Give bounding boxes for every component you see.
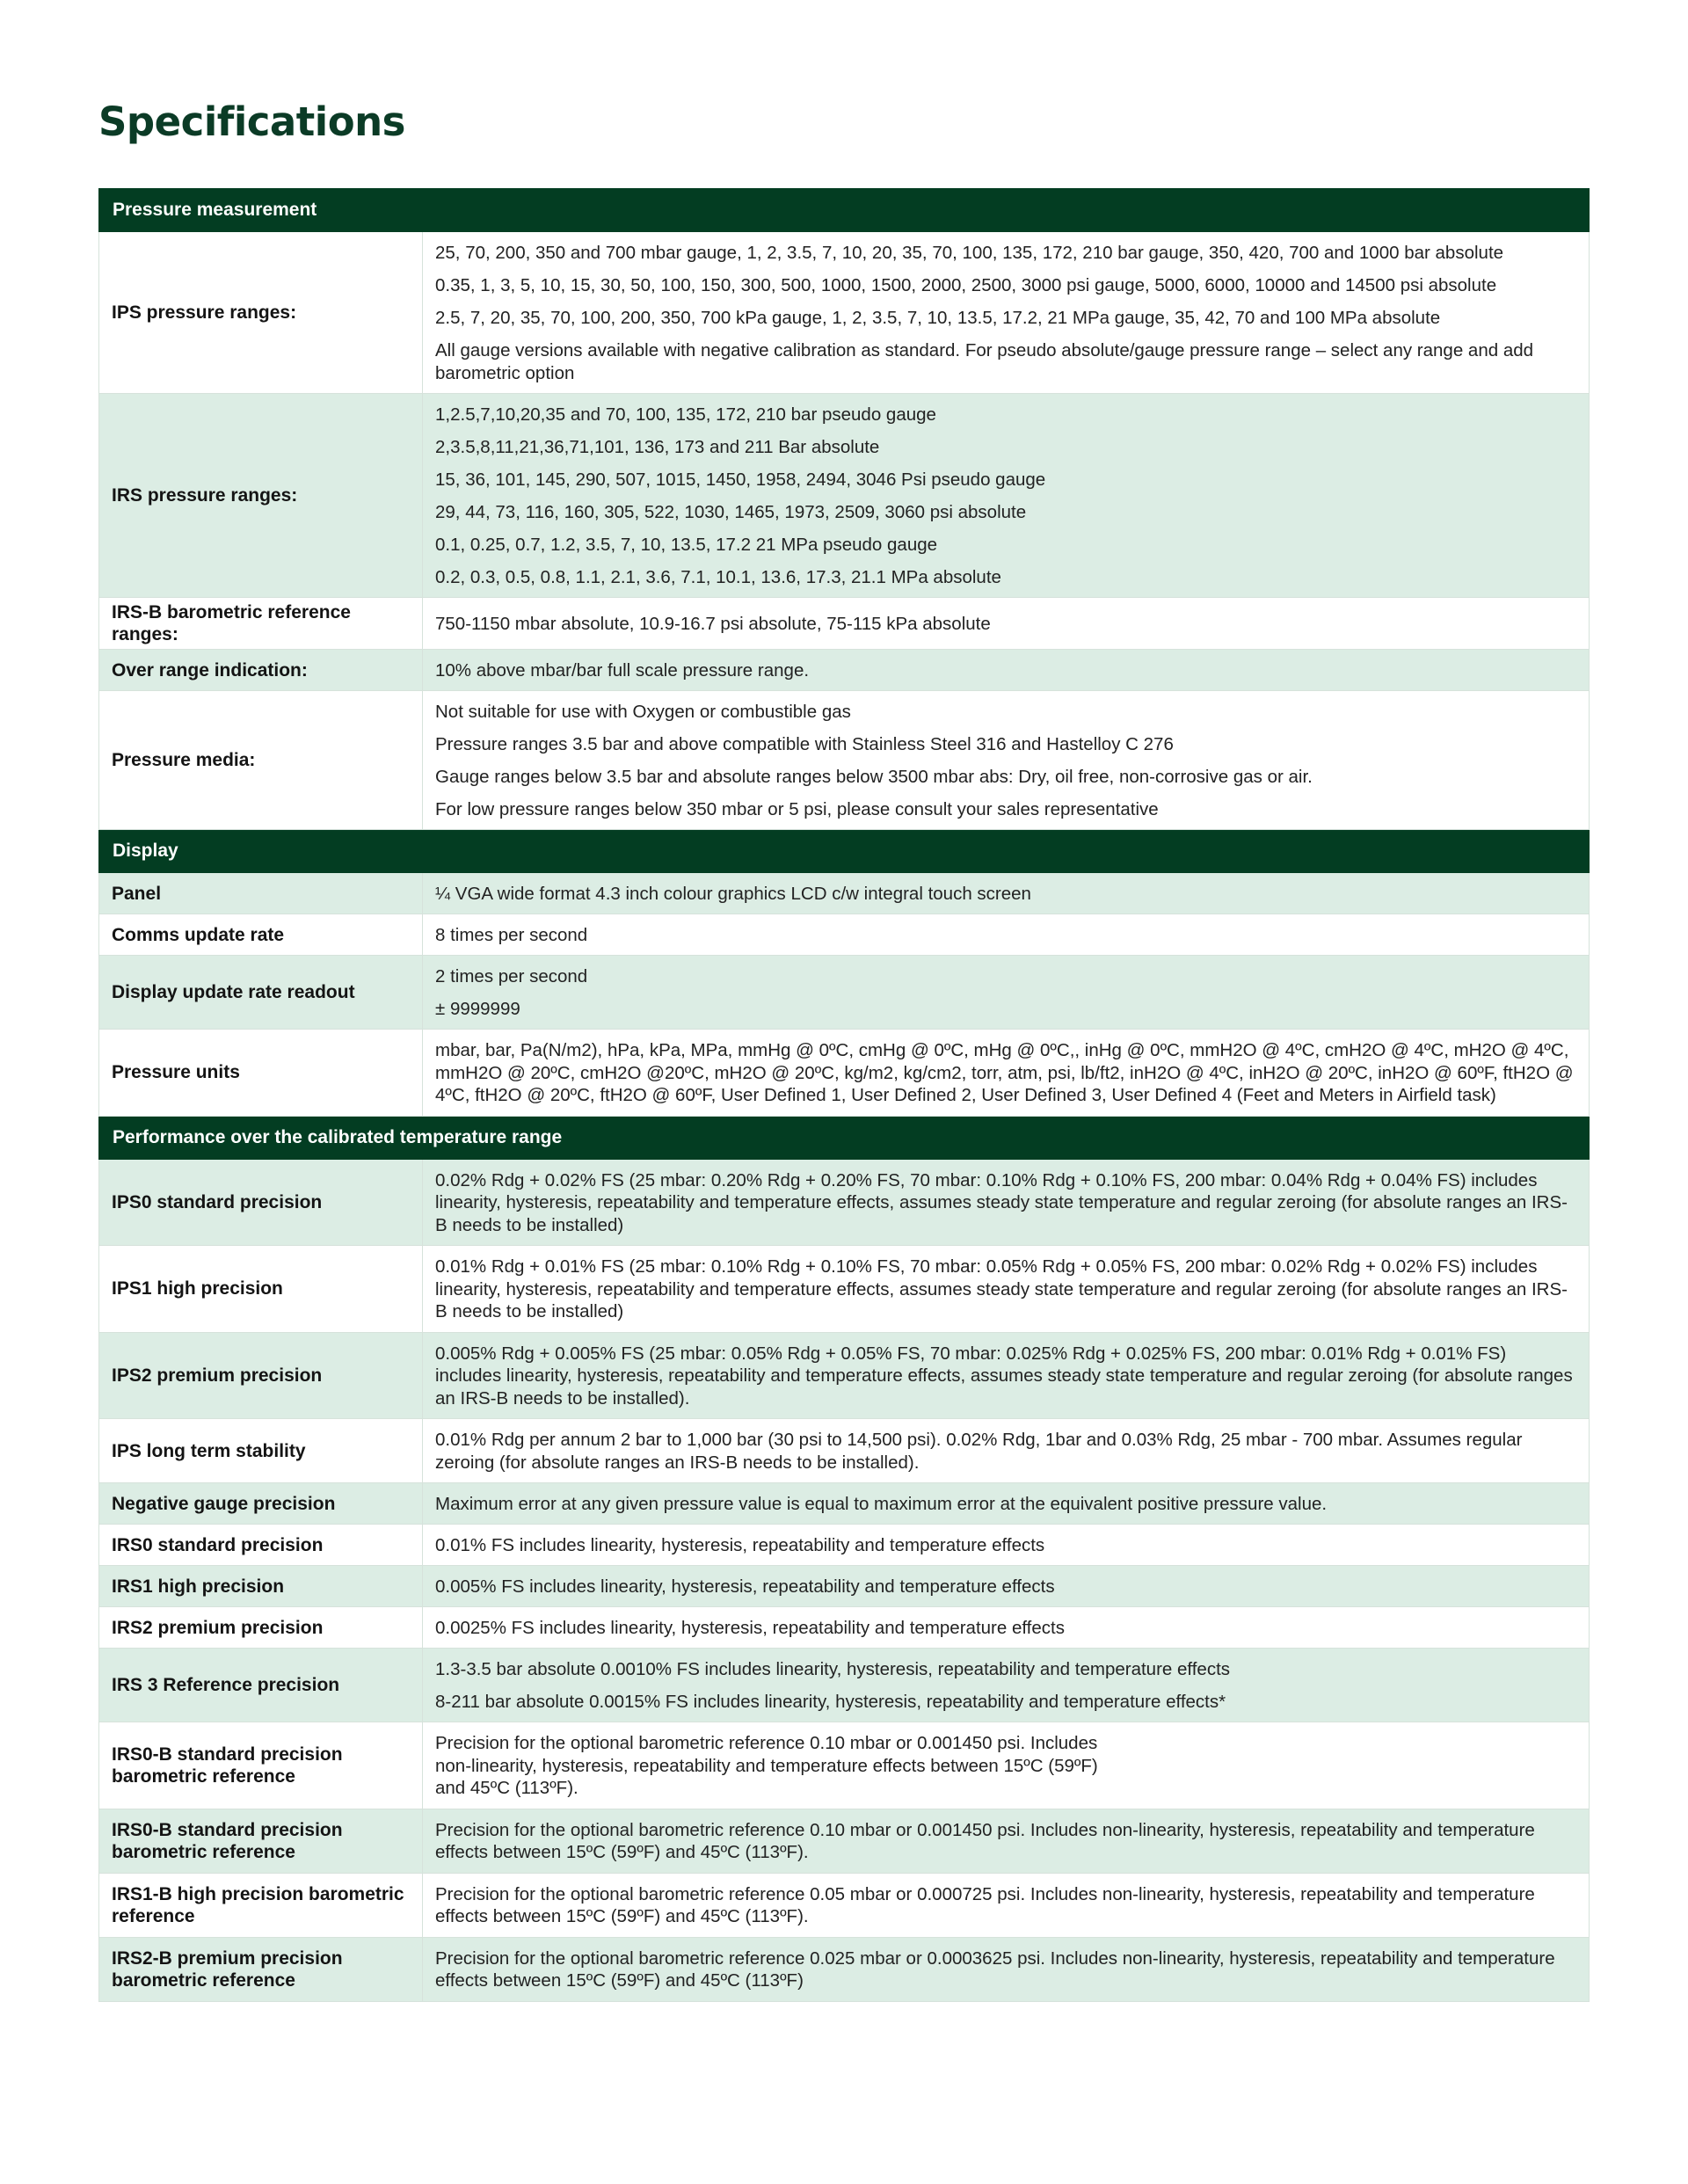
- spec-label: IPS long term stability: [99, 1419, 423, 1483]
- spec-value-line: Pressure ranges 3.5 bar and above compatible with Stainless Steel 316 and Hastelloy C 276: [435, 734, 1174, 754]
- spec-value-line: 2,3.5,8,11,21,36,71,101, 136, 173 and 211 Bar absolute: [435, 437, 880, 457]
- spec-label: IPS0 standard precision: [99, 1159, 423, 1246]
- spec-value: [423, 1246, 1590, 1333]
- spec-value-line: 8 times per second: [435, 925, 588, 945]
- spec-label: IRS0-B standard precision barometric reference: [99, 1722, 423, 1809]
- spec-value: [423, 1649, 1590, 1722]
- page-title: Specifications: [98, 98, 405, 145]
- spec-row: [99, 1419, 1590, 1483]
- spec-row: [99, 1809, 1590, 1873]
- spec-label: Pressure units: [99, 1030, 423, 1117]
- spec-value: [423, 394, 1590, 598]
- spec-row: [99, 1246, 1590, 1333]
- spec-label: Negative gauge precision: [99, 1483, 423, 1525]
- spec-value-line: 10% above mbar/bar full scale pressure range.: [435, 660, 810, 681]
- spec-row: [99, 1873, 1590, 1937]
- spec-value: [423, 1483, 1590, 1525]
- spec-value-line: All gauge versions available with negative calibration as standard. For pseudo absolute/gauge pressure range – select any range and add barometric option: [435, 340, 1534, 383]
- spec-label: Panel: [99, 873, 423, 914]
- spec-value-line: 0.2, 0.3, 0.5, 0.8, 1.1, 2.1, 3.6, 7.1, 10.1, 13.6, 17.3, 21.1 MPa absolute: [435, 567, 1001, 587]
- spec-value: [423, 1159, 1590, 1246]
- spec-value-line: 2.5, 7, 20, 35, 70, 100, 200, 350, 700 kPa gauge, 1, 2, 3.5, 7, 10, 13.5, 17.2, 21 MPa gauge, 35, 42, 70 and 100 MPa absolute: [435, 308, 1441, 328]
- spec-label: IPS2 premium precision: [99, 1332, 423, 1419]
- spec-value: [423, 691, 1590, 830]
- spec-value-line: Precision for the optional barometric reference 0.05 mbar or 0.000725 psi. Includes non-linearity, hysteresis, repeatability and temperature effects between 15ºC (59ºF) and 45ºC (113ºF).: [435, 1883, 1535, 1926]
- spec-row: [99, 1607, 1590, 1649]
- spec-value: [423, 873, 1590, 914]
- spec-value-line: 2 times per second: [435, 966, 588, 986]
- spec-value-line: mbar, bar, Pa(N/m2), hPa, kPa, MPa, mmHg @ 0ºC, cmHg @ 0ºC, mHg @ 0ºC,, inHg @ 0ºC, mmH2O @ 4ºC, cmH2O @ 4ºC, mH2O @ 4ºC, mmH2O @ 20ºC, cmH2O @20ºC, mH2O @ 20ºC, kg/m2, kg/cm2, torr, atm, psi, lb/ft2, inH2O @ 4ºC, inH2O @ 20ºC, inH2O @ 60ºF, ftH2O @ 4ºC, ftH2O @ 20ºC, ftH2O @ 60ºF, User Defined 1, User Defined 2, User Defined 3, User Defined 4 (Feet and Meters in Airfield task): [435, 1040, 1574, 1105]
- spec-value: [423, 914, 1590, 956]
- spec-value-line: 750-1150 mbar absolute, 10.9-16.7 psi absolute, 75-115 kPa absolute: [435, 614, 991, 634]
- spec-value-line: 1.3-3.5 bar absolute 0.0010% FS includes linearity, hysteresis, repeatability and temperature effects: [435, 1659, 1231, 1679]
- spec-row: [99, 956, 1590, 1030]
- spec-value: [423, 1332, 1590, 1419]
- spec-row: [99, 232, 1590, 394]
- spec-label: Over range indication:: [99, 650, 423, 691]
- spec-row: [99, 598, 1590, 650]
- section-title: Display: [99, 830, 1590, 873]
- spec-label: IPS1 high precision: [99, 1246, 423, 1333]
- spec-value: [423, 1566, 1590, 1607]
- spec-value: [423, 1607, 1590, 1649]
- spec-value-line: 0.02% Rdg + 0.02% FS (25 mbar: 0.20% Rdg + 0.20% FS, 70 mbar: 0.10% Rdg + 0.10% FS, 200 mbar: 0.04% Rdg + 0.04% FS) includes linearity, hysteresis, repeatability and temperature effects, assumes steady state temperature and regular zeroing (for absolute ranges an IRS-B needs to be installed): [435, 1169, 1568, 1235]
- spec-row: [99, 1566, 1590, 1607]
- spec-label: IRS0-B standard precision barometric reference: [99, 1809, 423, 1873]
- spec-row: [99, 1722, 1590, 1809]
- section-header: [99, 189, 1590, 232]
- spec-label: IRS2-B premium precision barometric reference: [99, 1937, 423, 2001]
- spec-value-line: Precision for the optional barometric reference 0.025 mbar or 0.0003625 psi. Includes non-linearity, hysteresis, repeatability and temperature effects between 15ºC (59ºF) and 45ºC (113ºF): [435, 1947, 1555, 1991]
- spec-value: [423, 598, 1590, 650]
- spec-row: [99, 1159, 1590, 1246]
- spec-row: [99, 1937, 1590, 2001]
- spec-row: [99, 914, 1590, 956]
- spec-label: IRS pressure ranges:: [99, 394, 423, 598]
- spec-row: [99, 1525, 1590, 1566]
- spec-label: Pressure media:: [99, 691, 423, 830]
- section-header: [99, 1116, 1590, 1159]
- spec-value-line: 8-211 bar absolute 0.0015% FS includes linearity, hysteresis, repeatability and temperature effects*: [435, 1692, 1226, 1712]
- spec-value: [423, 1419, 1590, 1483]
- spec-value-line: 0.005% FS includes linearity, hysteresis, repeatability and temperature effects: [435, 1576, 1055, 1597]
- spec-value: [423, 1722, 1590, 1809]
- spec-value-line: For low pressure ranges below 350 mbar or 5 psi, please consult your sales representative: [435, 799, 1159, 819]
- spec-value-line: Maximum error at any given pressure value is equal to maximum error at the equivalent positive pressure value.: [435, 1494, 1328, 1514]
- spec-label: IRS-B barometric reference ranges:: [99, 598, 423, 650]
- spec-value-line: ± 9999999: [435, 999, 520, 1019]
- spec-value: [423, 232, 1590, 394]
- spec-value-line: Not suitable for use with Oxygen or combustible gas: [435, 702, 851, 722]
- spec-value-line: Precision for the optional barometric reference 0.10 mbar or 0.001450 psi. Includes non-linearity, hysteresis, repeatability and temperature effects between 15ºC (59ºF) and 45ºC (113ºF).: [435, 1819, 1535, 1862]
- spec-value-line: ¼ VGA wide format 4.3 inch colour graphics LCD c/w integral touch screen: [435, 884, 1031, 904]
- spec-row: [99, 1483, 1590, 1525]
- spec-value-line: 0.01% FS includes linearity, hysteresis, repeatability and temperature effects: [435, 1535, 1045, 1555]
- spec-label: IRS2 premium precision: [99, 1607, 423, 1649]
- specifications-table: [98, 188, 1590, 2002]
- spec-row: [99, 691, 1590, 830]
- spec-value: [423, 1873, 1590, 1937]
- spec-value-line: 25, 70, 200, 350 and 700 mbar gauge, 1, 2, 3.5, 7, 10, 20, 35, 70, 100, 135, 172, 210 bar gauge, 350, 420, 700 and 1000 bar absolute: [435, 243, 1504, 263]
- spec-value: [423, 650, 1590, 691]
- spec-value-line: 0.1, 0.25, 0.7, 1.2, 3.5, 7, 10, 13.5, 17.2 21 MPa pseudo gauge: [435, 535, 938, 555]
- section-header: [99, 830, 1590, 873]
- spec-label: IPS pressure ranges:: [99, 232, 423, 394]
- spec-value-line: 0.35, 1, 3, 5, 10, 15, 30, 50, 100, 150, 300, 500, 1000, 1500, 2000, 2500, 3000 psi gauge, 5000, 6000, 10000 and 14500 psi absolute: [435, 275, 1497, 295]
- spec-row: [99, 1332, 1590, 1419]
- spec-row: [99, 873, 1590, 914]
- spec-value-line: 0.01% Rdg per annum 2 bar to 1,000 bar (30 psi to 14,500 psi). 0.02% Rdg, 1bar and 0.03% Rdg, 25 mbar - 700 mbar. Assumes regular zeroing (for absolute ranges an IRS-B needs to be installed).: [435, 1430, 1523, 1473]
- spec-value: [423, 956, 1590, 1030]
- spec-label: IRS 3 Reference precision: [99, 1649, 423, 1722]
- spec-value-line: 1,2.5,7,10,20,35 and 70, 100, 135, 172, 210 bar pseudo gauge: [435, 404, 936, 425]
- spec-value-line: Precision for the optional barometric reference 0.10 mbar or 0.001450 psi. Includes non-linearity, hysteresis, repeatability and temperature effects between 15ºC (59ºF) and 45ºC (113ºF).: [435, 1733, 1098, 1798]
- spec-value: [423, 1937, 1590, 2001]
- spec-value-line: 29, 44, 73, 116, 160, 305, 522, 1030, 1465, 1973, 2509, 3060 psi absolute: [435, 502, 1027, 522]
- spec-row: [99, 1030, 1590, 1117]
- spec-value-line: 0.0025% FS includes linearity, hysteresis, repeatability and temperature effects: [435, 1618, 1065, 1638]
- spec-label: Comms update rate: [99, 914, 423, 956]
- spec-value: [423, 1525, 1590, 1566]
- section-title: Performance over the calibrated temperature range: [99, 1116, 1590, 1159]
- spec-value-line: 15, 36, 101, 145, 290, 507, 1015, 1450, 1958, 2494, 3046 Psi pseudo gauge: [435, 470, 1046, 490]
- section-title: Pressure measurement: [99, 189, 1590, 232]
- spec-label: IRS1-B high precision barometric reference: [99, 1873, 423, 1937]
- spec-value-line: 0.005% Rdg + 0.005% FS (25 mbar: 0.05% Rdg + 0.05% FS, 70 mbar: 0.025% Rdg + 0.025% FS, 200 mbar: 0.01% Rdg + 0.01% FS) includes linearity, hysteresis, repeatability and temperature effects, assumes steady state temperature and regular zeroing (for absolute ranges an IRS-B needs to be installed).: [435, 1343, 1573, 1409]
- spec-value-line: Gauge ranges below 3.5 bar and absolute ranges below 3500 mbar abs: Dry, oil free, non-corrosive gas or air.: [435, 767, 1313, 787]
- spec-label: Display update rate readout: [99, 956, 423, 1030]
- spec-label: IRS1 high precision: [99, 1566, 423, 1607]
- spec-value: [423, 1030, 1590, 1117]
- spec-row: [99, 1649, 1590, 1722]
- spec-row: [99, 650, 1590, 691]
- spec-label: IRS0 standard precision: [99, 1525, 423, 1566]
- spec-value-line: 0.01% Rdg + 0.01% FS (25 mbar: 0.10% Rdg + 0.10% FS, 70 mbar: 0.05% Rdg + 0.05% FS, 200 mbar: 0.02% Rdg + 0.02% FS) includes linearity, hysteresis, repeatability and temperature effects, assumes steady state temperature and regular zeroing (for absolute ranges an IRS-B needs to be installed): [435, 1256, 1568, 1321]
- spec-row: [99, 394, 1590, 598]
- spec-value: [423, 1809, 1590, 1873]
